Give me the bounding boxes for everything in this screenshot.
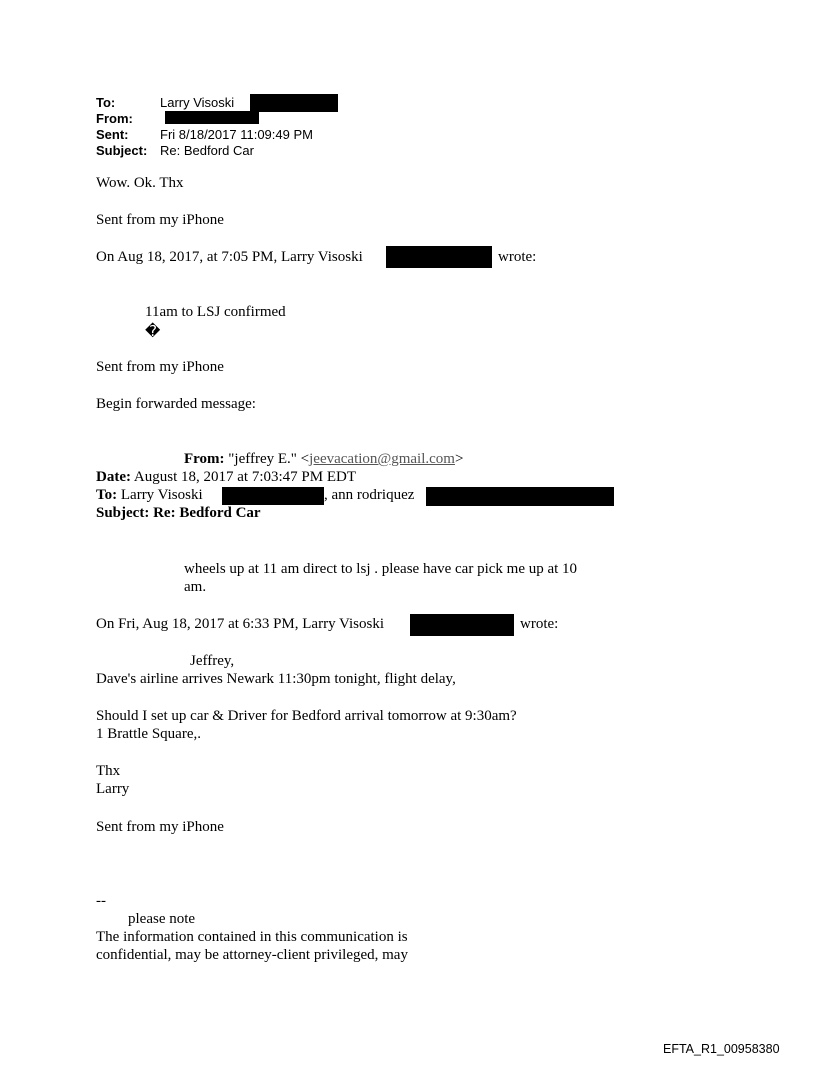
quote-intro: On Fri, Aug 18, 2017 at 6:33 PM, Larry Visoski — [96, 616, 384, 632]
quoted-line: 1 Brattle Square,. — [96, 726, 201, 742]
redaction-bar — [410, 614, 514, 636]
signature: Sent from my iPhone — [96, 819, 224, 835]
disclaimer-line: confidential, may be attorney-client privileged, may — [96, 947, 408, 963]
redaction-bar — [222, 487, 324, 505]
forwarded-date — [96, 469, 356, 486]
forwarded-from-close: > — [454, 451, 464, 467]
signature: Sent from my iPhone — [96, 212, 224, 228]
redaction-bar — [250, 94, 338, 112]
note-label: please note — [128, 911, 196, 927]
from-label: From: — [96, 111, 133, 126]
disclaimer-line: The information contained in this communication is — [96, 929, 408, 945]
separator-dashes: -- — [96, 893, 106, 909]
signature: Sent from my iPhone — [96, 359, 224, 375]
sign-off-name: Larry — [96, 781, 130, 797]
forwarded-date-value: August 18, 2017 at 7:03:47 PM EDT — [133, 469, 357, 485]
forwarded-message-line: wheels up at 11 am direct to lsj . please have car pick me up at 10 — [184, 561, 578, 577]
forward-heading: Begin forwarded message: — [96, 396, 256, 412]
redaction-bar — [386, 246, 492, 268]
quote-intro-wrote: wrote: — [520, 616, 559, 632]
quoted-message: 11am to LSJ confirmed — [145, 304, 286, 320]
sent-label: Sent: — [96, 127, 129, 142]
page-id: EFTA_R1_00958380 — [663, 1042, 780, 1056]
replacement-glyph: � — [145, 324, 161, 340]
greeting: Jeffrey, — [190, 653, 235, 669]
reply-text: Wow. Ok. Thx — [96, 175, 184, 191]
quoted-line: Dave's airline arrives Newark 11:30pm tonight, flight delay, — [96, 671, 456, 687]
quoted-line: Should I set up car & Driver for Bedford arrival tomorrow at 9:30am? — [96, 708, 517, 724]
redaction-bar — [165, 111, 259, 124]
quote-intro: On Aug 18, 2017, at 7:05 PM, Larry Visoski — [96, 249, 363, 265]
sent-value: Fri 8/18/2017 11:09:49 PM — [160, 127, 313, 142]
subject-value: Re: Bedford Car — [160, 143, 254, 158]
quote-intro-wrote: wrote: — [498, 249, 537, 265]
redaction-bar — [426, 487, 614, 506]
forwarded-to-value: Larry Visoski — [120, 487, 203, 503]
forwarded-to — [96, 487, 203, 504]
forwarded-message-line: am. — [184, 579, 207, 595]
forwarded-from — [184, 451, 463, 468]
subject-label: Subject: — [96, 143, 148, 158]
forwarded-from-label: From: — [184, 451, 225, 467]
forwarded-to-second: , ann rodriquez — [324, 487, 415, 503]
forwarded-from-email-link[interactable]: jeevacation@gmail.com — [309, 451, 455, 467]
forwarded-subject: Subject: Re: Bedford Car — [96, 505, 261, 521]
to-value: Larry Visoski — [160, 95, 235, 110]
forwarded-to-label: To: — [96, 487, 118, 503]
to-label: To: — [96, 95, 116, 110]
forwarded-date-label: Date: — [96, 469, 131, 485]
sign-off: Thx — [96, 763, 121, 779]
forwarded-from-name: "jeffrey E." < — [228, 451, 310, 467]
